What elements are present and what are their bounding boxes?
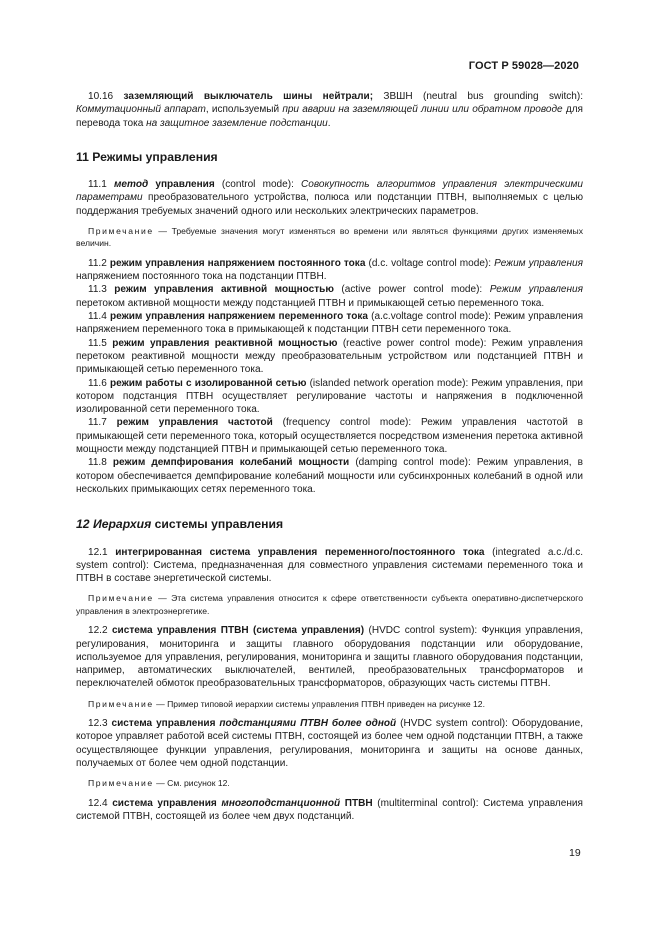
term: режим управления напряжением переменного тока: [110, 311, 368, 323]
term: интегрированная система управления переменного/постоянного тока: [115, 546, 485, 558]
clause-number: 11.7: [88, 417, 107, 429]
clause-text: (reactive power control mode): Режим управления перетоком реактивной мощности между преобразовательным устройством или подстанцией ПТВН и примыкающей сетью переменного тока.: [76, 337, 583, 376]
clause-11-1: [76, 178, 583, 218]
note-text: — Эта система управления относится к сфере ответственности субъекта оперативно-диспетчерского управления в электроэнергетике.: [76, 593, 583, 616]
clause-text: (islanded network operation mode): Режим управления, при котором подстанция ПТВН осуществляет регулирование частоты и напряжения в подключенной изолированной сети переменного тока.: [76, 377, 583, 416]
clause-text: (HVDC system control): Оборудование, которое управляет работой всей системы ПТВН, состоящей из более чем одной подстанции ПТВН, а также осуществляющее функции управления, регулирования, мониторинга и защиты на основе данных, получаемых от более чем одной подстанции.: [76, 718, 584, 770]
clause-11-3: [76, 283, 583, 310]
note-12-2: [76, 698, 583, 710]
clause-12-2: [76, 624, 583, 690]
clause-text-italic: на защитное заземление подстанции: [146, 117, 328, 129]
term: режим управления активной мощностью: [114, 284, 334, 296]
clause-number: 12.3: [88, 718, 108, 730]
clause-11-4: [76, 310, 583, 337]
note-label: Примечание: [88, 593, 154, 604]
clause-text: перетоком активной мощности между подстанцией ПТВН и примыкающей сетью переменного тока.: [76, 297, 545, 309]
clause-11-2: [76, 257, 583, 284]
clause-number: 11.4: [88, 311, 107, 323]
standard-number: ГОСТ Р 59028—2020: [468, 60, 579, 72]
heading-rest: системы управления: [151, 517, 284, 532]
clause-number: 10.16: [88, 91, 114, 102]
clause-text-italic: Режим управления: [489, 284, 584, 296]
note-text: — Пример типовой иерархии системы управления ПТВН приведен на рисунке 12.: [153, 698, 485, 709]
clause-number: 12.4: [88, 797, 108, 809]
term: режим работы с изолированной сетью: [110, 377, 307, 389]
note-11-1: [76, 225, 583, 250]
clause-number: 11.5: [88, 337, 107, 349]
clause-text: (control mode):: [214, 179, 302, 191]
term: режим демпфирования колебаний мощности: [112, 457, 350, 469]
note-label: Примечание: [88, 698, 154, 709]
clause-text: (d.c. voltage control mode):: [365, 257, 495, 269]
term: режим управления напряжением постоянного тока: [109, 257, 366, 269]
clause-text-italic: при аварии на заземляющей линии или обратном проводе: [282, 104, 563, 116]
clause-text-italic: Коммутационный аппарат: [76, 104, 206, 116]
clause-text: (HVDC control system): Функция управления, регулирования, мониторинга и защиты главного оборудования подстанции или оборудование, используемое для управления, регулирования, мониторинга и защиты главного оборудования подстанции, например, автоматических выключателей, вентилей, преобразовательных трансформаторов и переключателей обмоток преобразовательных трансформаторов, образующих часть системы ПТВН.: [76, 625, 583, 690]
note-text: — См. рисунок 12.: [153, 778, 230, 789]
term-bold: система управления: [111, 718, 220, 730]
clause-11-5: [76, 337, 583, 377]
spacer: [76, 585, 583, 592]
heading-italic: 12 Иерархия: [76, 517, 152, 532]
spacer: [76, 710, 583, 717]
term-bold: ПТВН: [340, 797, 373, 809]
clause-text: для перевода тока: [76, 104, 583, 129]
clause-number: 11.6: [88, 377, 107, 389]
term-rest: управления: [148, 179, 215, 191]
clause-text-italic: Совокупность алгоритмов управления электрическими параметрами: [76, 179, 583, 204]
clause-11-7: [76, 416, 583, 456]
spacer: [76, 790, 583, 797]
clause-11-6: [76, 377, 583, 417]
term: [112, 718, 397, 729]
spacer: [76, 218, 583, 225]
clause-11-8: [76, 456, 583, 496]
term: заземляющий выключатель шины нейтрали;: [123, 91, 374, 102]
page-body: [76, 90, 583, 823]
term-bold-italic: многоподстанционной: [221, 797, 341, 809]
term-bold-italic: подстанциями ПТВН более одной: [219, 718, 397, 730]
term: система управления ПТВН (система управления): [111, 625, 365, 637]
note-12-3: [76, 777, 583, 789]
note-text: — Требуемые значения могут изменяться во времени или являться функциями других изменяемых величин.: [76, 226, 583, 249]
clause-text: (damping control mode): Режим управления, в котором обеспечивается демпфирование колебаний мощности или субсинхронных колебаний в одной или нескольких примыкающих сетях переменного тока.: [76, 457, 583, 495]
term-bold: система управления: [112, 797, 222, 809]
clause-text: .: [327, 117, 331, 129]
section-12-heading: [76, 518, 583, 531]
clause-number: 11.8: [88, 457, 107, 469]
clause-number: 11.3: [88, 284, 107, 296]
spacer: [76, 691, 583, 698]
clause-text: (a.c.voltage control mode): Режим управления напряжением переменного тока в примыкающей к подстанции ПТВН сети переменного тока.: [76, 311, 584, 336]
note-12-1: [76, 592, 583, 617]
clause-text: преобразовательного устройства, полюса или подстанции ПТВН, выполняемых с целью поддержания требуемых значений одного или нескольких электрических параметров.: [76, 192, 583, 217]
term-italic: метод: [114, 179, 149, 191]
clause-text: (frequency control mode): Режим управления частотой в примыкающей сети переменного тока, который осуществляется посредством изменения перетока активной мощности между подстанцией ПТВН и примыкающей сетью переменного тока.: [76, 417, 583, 456]
term: режим управления частотой: [116, 417, 273, 429]
clause-text: (multiterminal control): Система управления системой ПТВН, состоящей из более чем двух подстанций.: [76, 797, 583, 823]
spacer: [76, 250, 583, 257]
note-label: Примечание: [88, 778, 154, 789]
clause-text: , используемый: [205, 104, 283, 116]
clause-12-1: [76, 546, 583, 586]
clause-12-3: [76, 717, 583, 770]
section-11-heading: 11 Режимы управления: [76, 149, 218, 164]
clause-number: 12.2: [88, 625, 108, 637]
clause-number: 12.1: [88, 546, 108, 558]
clause-text-italic: Режим управления: [494, 257, 583, 269]
term: режим управления реактивной мощностью: [112, 337, 338, 349]
clause-number: 11.1: [88, 179, 107, 191]
term: [114, 179, 215, 190]
clause-text: (active power control mode):: [333, 284, 490, 296]
clause-text: ЗВШН (neutral bus grounding switch):: [373, 91, 584, 102]
clause-text: (integrated a.c./d.c. system control): Система, предназначенная для совместного управления системами переменного тока и ПТВН в составе энергетической системы.: [76, 546, 584, 585]
spacer: [76, 770, 583, 777]
clause-10-16: [76, 90, 583, 130]
clause-number: 11.2: [88, 257, 107, 269]
spacer: [76, 617, 583, 624]
term: [112, 798, 372, 809]
clause-text: напряжением постоянного тока на подстанции ПТВН.: [76, 271, 327, 283]
page-number: 19: [569, 847, 581, 859]
note-label: Примечание: [88, 226, 154, 237]
clause-12-4: [76, 797, 583, 824]
